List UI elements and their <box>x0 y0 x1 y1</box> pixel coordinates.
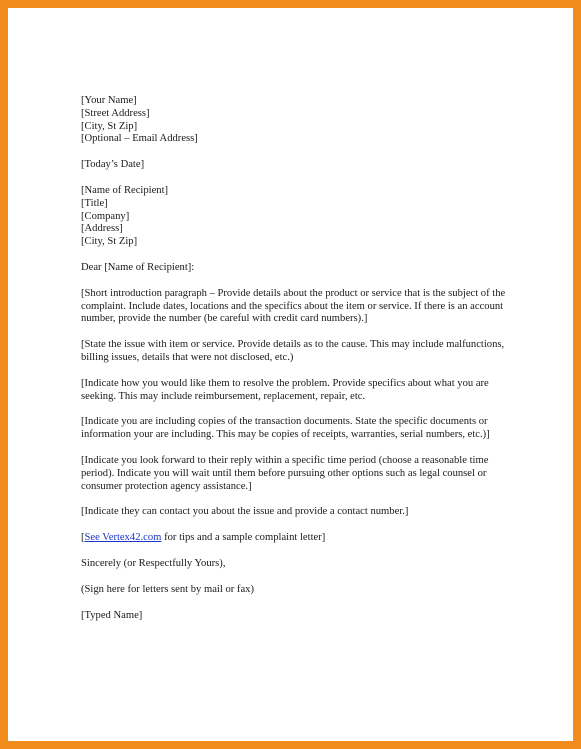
recipient-name: [Name of Recipient] <box>81 184 169 196</box>
recipient-address-block <box>81 185 521 249</box>
paragraph-introduction: [Short introduction paragraph – Provide details about the product or service that is the subject of the complaint. Include dates, locations and the specifics about the item or service. If there is an account number, provide the number (be careful with credit card numbers).] <box>81 287 506 325</box>
date-block <box>81 159 521 172</box>
recipient-company: [Company] <box>81 210 130 222</box>
salutation: Dear [Name of Recipient]: <box>81 261 195 273</box>
signature-note: (Sign here for letters sent by mail or fax) <box>81 583 254 595</box>
paragraph-contact: [Indicate they can contact you about the issue and provide a contact number.] <box>81 506 409 518</box>
tip-rest: for tips and a sample complaint letter] <box>161 532 326 544</box>
closing: Sincerely (or Respectfully Yours), <box>81 557 226 569</box>
paragraph-resolution: [Indicate how you would like them to resolve the problem. Provide specifics about what you are seeking. This may include reimbursement, replacement, repair, etc. <box>81 377 489 402</box>
paragraph-issue: [State the issue with item or service. Provide details as to the cause. This may include malfunctions, billing issues, details that were not disclosed, etc.) <box>81 339 505 363</box>
recipient-city: [City, St Zip] <box>81 236 138 248</box>
recipient-title: [Title] <box>81 197 108 209</box>
sender-address-block <box>81 95 521 146</box>
sender-name: [Your Name] <box>81 95 137 106</box>
paragraph-reply-deadline: [Indicate you look forward to their reply within a specific time period (choose a reasonable time period). Indicate you will wait until them before pursuing other options such as legal counsel or consumer protection agency assistance.] <box>81 454 489 492</box>
tip-line <box>81 532 521 545</box>
sender-email: [Optional – Email Address] <box>81 133 198 145</box>
sender-street: [Street Address] <box>81 107 150 119</box>
vertex42-link[interactable]: See Vertex42.com <box>84 532 162 544</box>
tip-open-bracket: [ <box>81 532 85 544</box>
typed-name: [Typed Name] <box>81 609 143 621</box>
recipient-address: [Address] <box>81 223 123 235</box>
sender-city: [City, St Zip] <box>81 120 138 132</box>
letter-date: [Today’s Date] <box>81 159 145 171</box>
complaint-letter <box>81 95 521 635</box>
paragraph-documents: [Indicate you are including copies of the transaction documents. State the specific documents or information your are including. This may be copies of receipts, warranties, serial numbers, etc.)] <box>81 416 490 441</box>
